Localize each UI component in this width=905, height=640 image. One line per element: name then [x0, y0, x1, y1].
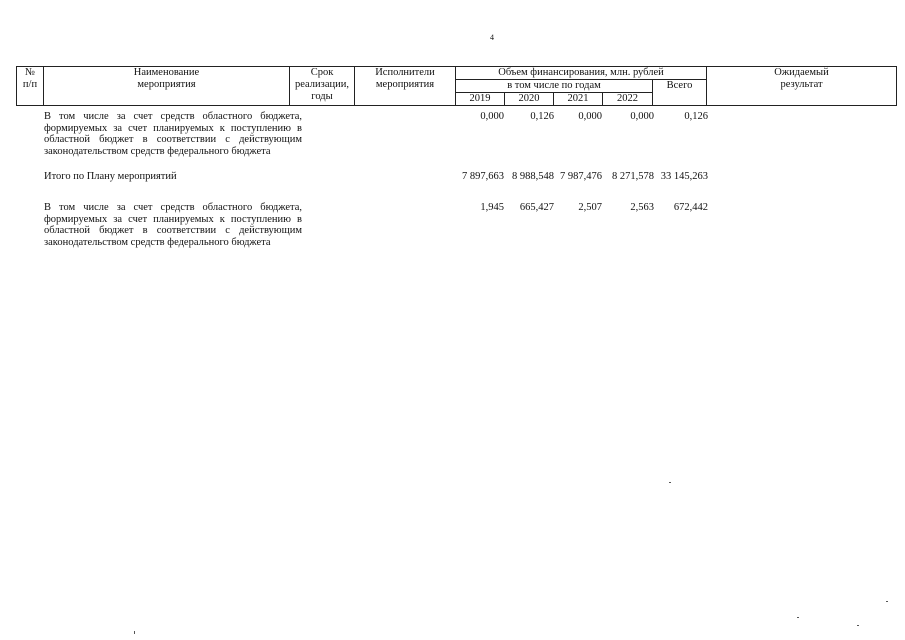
- value-2019: 0,000: [480, 111, 504, 122]
- header-by-years: в том числе по годам: [456, 80, 653, 93]
- value-total: 33 145,263: [660, 171, 708, 182]
- scan-speck: [797, 617, 799, 618]
- header-financing: Объем финансирования, млн. рублей: [456, 67, 707, 80]
- header-executors: Исполнители мероприятия: [355, 67, 456, 106]
- value-2021: 2,507: [578, 202, 602, 213]
- value-2020: 8 988,548: [512, 171, 554, 182]
- value-total: 0,126: [684, 111, 708, 122]
- value-2021: 0,000: [578, 111, 602, 122]
- value-2020: 665,427: [519, 202, 554, 213]
- page-number: 4: [490, 33, 494, 42]
- scan-speck: [886, 601, 888, 602]
- scan-speck: [134, 631, 135, 634]
- header-year-2021: 2021: [554, 93, 603, 106]
- header-term: Срок реализации, годы: [290, 67, 355, 106]
- header-num: № п/п: [17, 67, 44, 106]
- header-total: Всего: [653, 80, 707, 106]
- header-result: Ожидаемый результат: [707, 67, 897, 106]
- value-2022: 0,000: [630, 111, 654, 122]
- value-total: 672,442: [673, 202, 708, 213]
- row-name: В том числе за счет средств областного бюджета, формируемых за счет планируемых к поступлению в областной бюджет в соответствии с действующим законодательством средств федерального бюджета: [44, 202, 302, 248]
- value-2020: 0,126: [530, 111, 554, 122]
- value-2019: 7 897,663: [462, 171, 504, 182]
- row-name: Итого по Плану мероприятий: [44, 171, 177, 182]
- scan-speck: [857, 625, 859, 626]
- value-2019: 1,945: [480, 202, 504, 213]
- row-name: В том числе за счет средств областного бюджета, формируемых за счет планируемых к поступлению в областной бюджет в соответствии с действующим законодательством средств федерального бюджета: [44, 111, 302, 157]
- header-name: Наименование мероприятия: [44, 67, 290, 106]
- header-year-2020: 2020: [505, 93, 554, 106]
- value-2021: 7 987,476: [560, 171, 602, 182]
- scan-speck: [669, 482, 671, 483]
- value-2022: 8 271,578: [612, 171, 654, 182]
- value-2022: 2,563: [630, 202, 654, 213]
- header-table: [16, 66, 897, 106]
- header-year-2019: 2019: [456, 93, 505, 106]
- header-year-2022: 2022: [603, 93, 653, 106]
